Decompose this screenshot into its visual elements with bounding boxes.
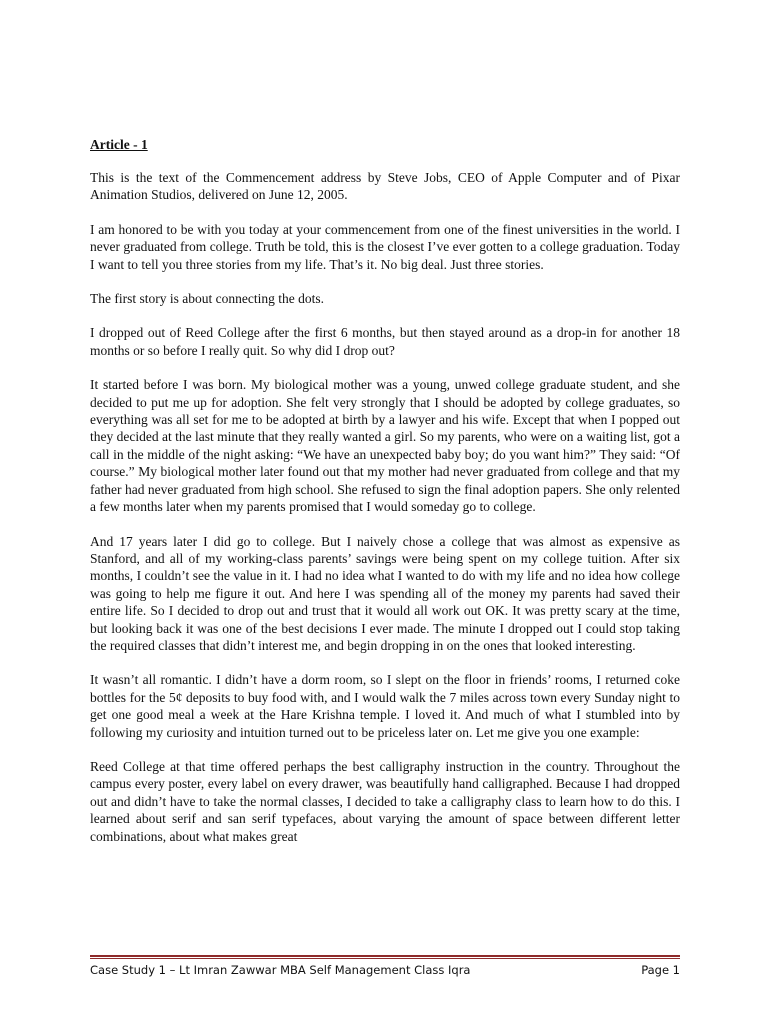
paragraph-before-born: It started before I was born. My biological mother was a young, unwed college graduate student, and she decided to put me up for adoption. She felt very strongly that I should be adopted by college graduates, so everything was all set for me to be adopted at birth by a lawyer and his wife. Except that when I popped out they decided at the last minute that they really wanted a girl. So my parents, who were on a waiting list, got a call in the middle of the night asking: “We have an unexpected baby boy; do you want him?” They said: “Of course.” My biological mother later found out that my mother had never graduated from college and that my father had never graduated from high school. She refused to sign the final adoption papers. She only relented a few months later when my parents promised that I would someday go to college. <box>90 377 680 515</box>
paragraph-honored: I am honored to be with you today at your commencement from one of the finest universities in the world. I never graduated from college. Truth be told, this is the closest I’ve ever gotten to a college graduation. Today I want to tell you three stories from my life. That’s it. No big deal. Just three stories. <box>90 221 680 272</box>
paragraph-not-romantic: It wasn’t all romantic. I didn’t have a dorm room, so I slept on the floor in friends’ rooms, I returned coke bottles for the 5¢ deposits to buy food with, and I would walk the 7 miles across town every Sunday night to get one good meal a week at the Hare Krishna temple. I loved it. And much of what I stumbled into by following my curiosity and intuition turned out to be priceless later on. Let me give you one example: <box>90 672 680 740</box>
page-number: Page 1 <box>641 963 680 977</box>
paragraph-17-years: And 17 years later I did go to college. But I naively chose a college that was almost as expensive as Stanford, and all of my working-class parents’ savings were being spent on my college tuition. After six months, I couldn’t see the value in it. I had no idea what I wanted to do with my life and no idea how college was going to help me figure it out. And here I was spending all of the money my parents had saved their entire life. So I decided to drop out and trust that it would all work out OK. It was pretty scary at the time, but looking back it was one of the best decisions I ever made. The minute I dropped out I could stop taking the required classes that didn’t interest me, and begin dropping in on the ones that looked interesting. <box>90 533 680 653</box>
paragraph-calligraphy: Reed College at that time offered perhaps the best calligraphy instruction in the country. Throughout the campus every poster, every label on every drawer, was beautifully hand calligraphed. Because I had dropped out and didn’t have to take the normal classes, I decided to take a calligraphy class to learn how to do this. I learned about serif and san serif typefaces, about varying the amount of space between different letter combinations, about what makes great <box>90 758 680 844</box>
paragraph-intro: This is the text of the Commencement address by Steve Jobs, CEO of Apple Computer and of Pixar Animation Studios, delivered on June 12, 2005. <box>90 170 680 203</box>
paragraph-dropped-out: I dropped out of Reed College after the first 6 months, but then stayed around as a drop-in for another 18 months or so before I really quit. So why did I drop out? <box>90 325 680 358</box>
article-heading: Article - 1 <box>90 137 148 152</box>
document-body <box>90 136 680 862</box>
paragraph-first-story: The first story is about connecting the dots. <box>90 291 324 307</box>
footer-case-study-text: Case Study 1 – Lt Imran Zawwar MBA Self Management Class Iqra <box>90 963 471 977</box>
page-footer <box>90 962 680 978</box>
footer-divider <box>90 955 680 959</box>
